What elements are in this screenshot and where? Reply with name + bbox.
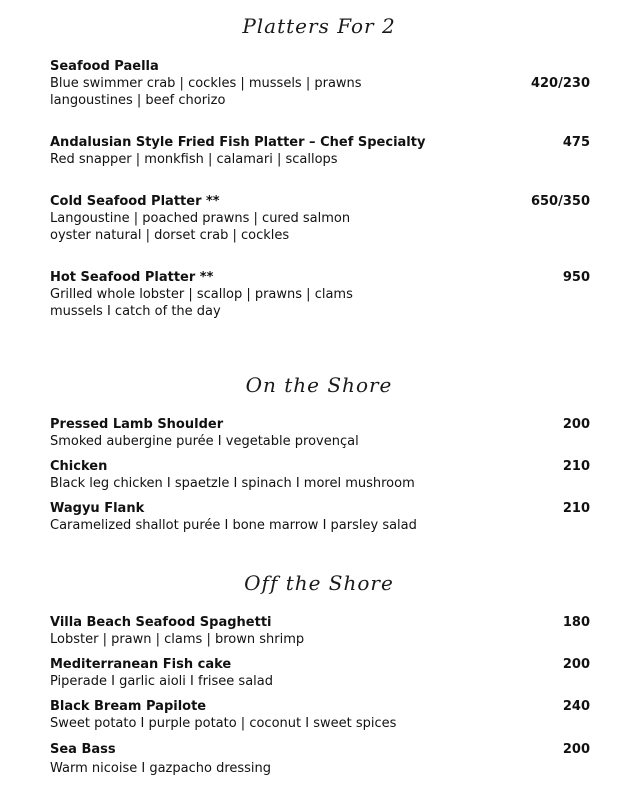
menu-item-description: Blue swimmer crab | cockles | mussels | prawns [50, 76, 362, 91]
menu-item-seafood-paella [50, 58, 590, 109]
menu-item-sea-bass [50, 741, 590, 777]
menu-item-price: 200 [562, 742, 590, 757]
menu-item-description: Black leg chicken I spaetzle I spinach I morel mushroom [50, 476, 415, 491]
menu-item-description: Lobster | prawn | clams | brown shrimp [50, 632, 305, 647]
menu-item-price: 200 [562, 657, 590, 672]
menu-item-price: 650/350 [530, 194, 590, 209]
menu-item-description: oyster natural | dorset crab | cockles [50, 228, 290, 243]
menu-item-name: Chicken [50, 459, 108, 474]
menu-item-description: Smoked aubergine purée I vegetable provençal [50, 434, 359, 449]
menu-item-name: Mediterranean Fish cake [50, 657, 232, 672]
section-title-off-the-shore: Off the Shore [244, 571, 394, 595]
menu-item-description: langoustines | beef chorizo [50, 93, 226, 108]
menu-item-price: 240 [562, 699, 590, 714]
menu-item-lamb-shoulder [50, 416, 590, 450]
menu-item-black-bream [50, 698, 590, 732]
menu-item-description: Warm nicoise I gazpacho dressing [50, 761, 272, 776]
menu-item-description: Langoustine | poached prawns | cured salmon [50, 211, 351, 226]
menu-item-fried-fish-platter [50, 134, 590, 168]
menu-item-price: 200 [562, 417, 590, 432]
menu-item-name: Seafood Paella [50, 59, 159, 74]
section-title-platters: Platters For 2 [242, 14, 396, 38]
menu-item-price: 475 [562, 135, 590, 150]
section-title-on-the-shore: On the Shore [245, 373, 393, 397]
menu-item-price: 210 [562, 501, 590, 516]
menu-item-price: 210 [562, 459, 590, 474]
menu-item-price: 420/230 [530, 76, 590, 91]
menu-item-description: mussels I catch of the day [50, 304, 221, 319]
menu-item-name: Wagyu Flank [50, 501, 145, 516]
menu-item-name: Villa Beach Seafood Spaghetti [50, 615, 272, 630]
menu-item-price: 180 [562, 615, 590, 630]
menu-item-name: Hot Seafood Platter ** [50, 270, 214, 285]
menu-item-name: Andalusian Style Fried Fish Platter – Chef Specialty [50, 135, 426, 150]
menu-item-seafood-spaghetti [50, 614, 590, 648]
menu-item-name: Sea Bass [50, 742, 116, 757]
menu-item-chicken [50, 458, 590, 492]
menu-item-description: Red snapper | monkfish | calamari | scallops [50, 152, 338, 167]
menu-item-cold-seafood-platter [50, 193, 590, 244]
menu-item-description: Sweet potato I purple potato | coconut I sweet spices [50, 716, 397, 731]
menu-item-description: Piperade I garlic aioli I frisee salad [50, 674, 273, 689]
menu-item-description: Caramelized shallot purée I bone marrow I parsley salad [50, 518, 417, 533]
menu-item-name: Black Bream Papilote [50, 699, 207, 714]
menu-item-description: Grilled whole lobster | scallop | prawns | clams [50, 287, 353, 302]
menu-item-name: Pressed Lamb Shoulder [50, 417, 224, 432]
menu-item-name: Cold Seafood Platter ** [50, 194, 220, 209]
menu-item-wagyu-flank [50, 500, 590, 534]
menu-item-price: 950 [562, 270, 590, 285]
menu-item-fish-cake [50, 656, 590, 690]
menu-item-hot-seafood-platter [50, 269, 590, 320]
